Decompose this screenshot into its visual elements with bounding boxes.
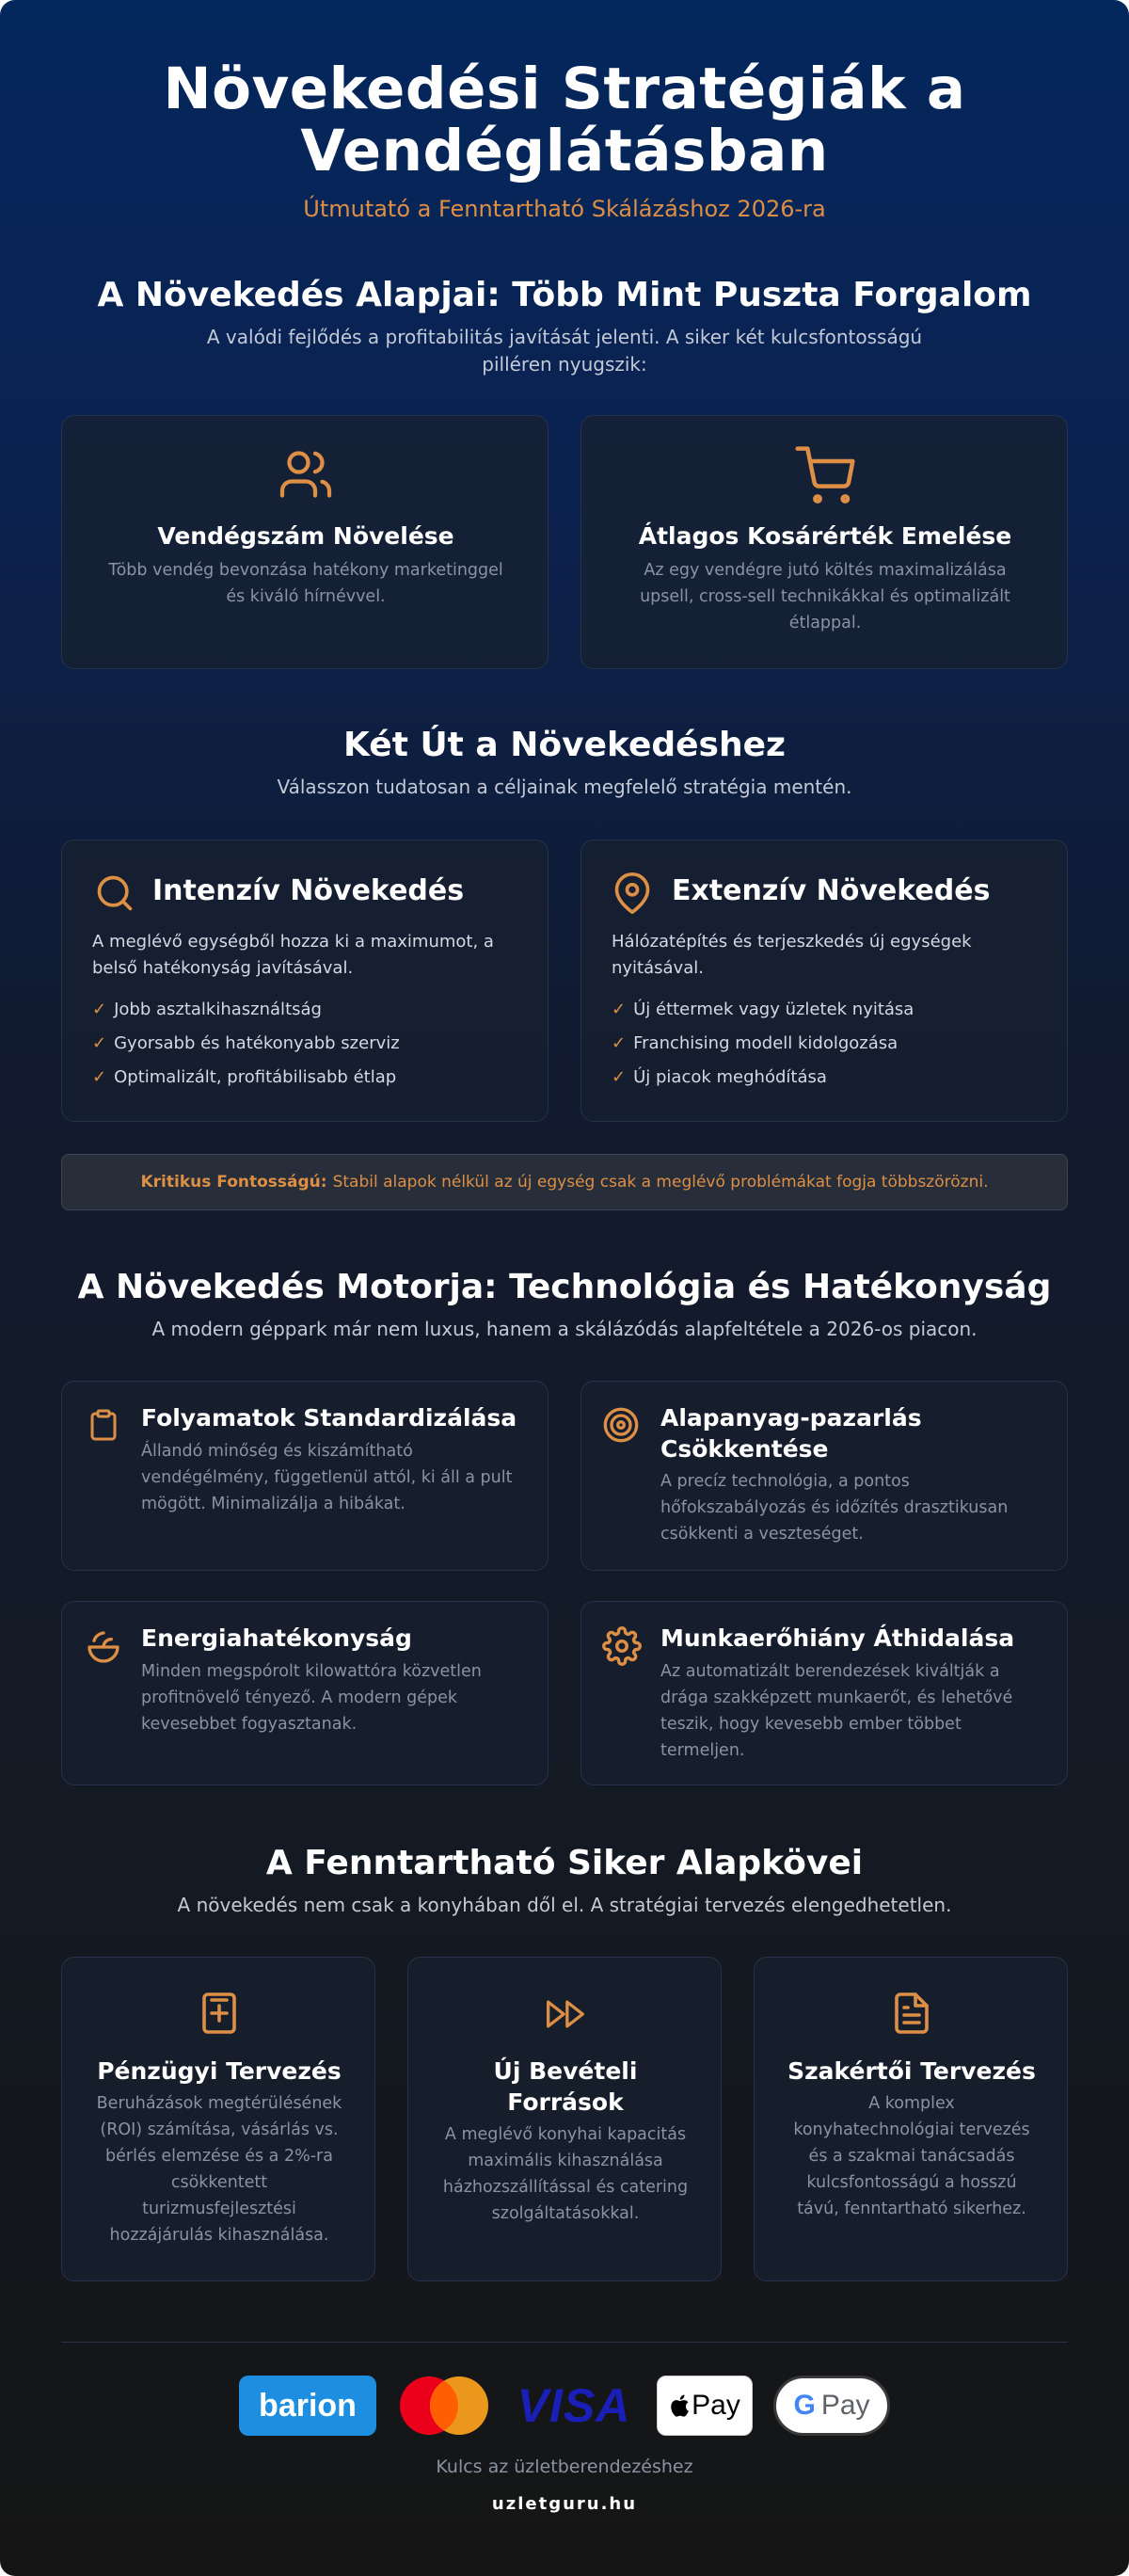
pillars-header xyxy=(61,1843,1068,1919)
pillar-card-revenue xyxy=(407,1957,722,2281)
list-item: ✓ Gyorsabb és hatékonyabb szerviz xyxy=(92,1033,400,1053)
map-pin-icon xyxy=(612,871,653,916)
tech-card-standardization xyxy=(61,1381,549,1571)
file-text-icon xyxy=(889,1988,934,2039)
check-icon: ✓ xyxy=(612,1000,627,1019)
check-icon: ✓ xyxy=(612,1033,627,1053)
page-title xyxy=(61,58,1068,183)
notice-label: Kritikus Fontosságú: xyxy=(140,1173,327,1192)
pillar-card-title: Új Bevételi Források xyxy=(493,2057,638,2116)
tech-card-energy xyxy=(61,1601,549,1785)
foundation-card-text: Több vendég bevonzása hatékony marketinggel és kiváló hírnévvel. xyxy=(108,561,503,606)
foundations-desc: A valódi fejlődés a profitabilitás javítását jelenti. A siker két kulcsfontosságú pilléren nyugszik: xyxy=(206,326,923,376)
foundation-card-title: Átlagos Kosárérték Emelése xyxy=(638,522,1012,550)
notice-text: Stabil alapok nélkül az új egység csak a meglévő problémákat fogja többszörözni. xyxy=(332,1173,989,1192)
list-item: ✓ Új piacok meghódítása xyxy=(612,1067,827,1087)
users-icon xyxy=(275,446,337,503)
footer-domain-link[interactable]: uzletguru.hu xyxy=(491,2494,638,2514)
target-icon xyxy=(602,1406,640,1444)
pillar-card-expert xyxy=(754,1957,1068,2281)
tech-card-title: Alapanyag-pazarlás Csökkentése xyxy=(660,1404,922,1463)
pillar-card-text: Beruházások megtérülésének (ROI) számítása, vásárlás vs. bérlés elemzése és a 2%-ra csökkentett turizmusfejlesztési hozzájárulás kihasználása. xyxy=(96,2094,342,2245)
tech-card-waste xyxy=(580,1381,1068,1571)
list-item: ✓ Jobb asztalkihasználtság xyxy=(92,1000,322,1019)
list-item: ✓ Optimalizált, profitábilisabb étlap xyxy=(92,1067,397,1087)
foundation-card-text: Az egy vendégre jutó költés maximalizálása upsell, cross-sell technikákkal és optimalizált étlappal. xyxy=(640,561,1010,632)
mastercard-logo xyxy=(393,2376,495,2436)
pillars-desc: A növekedés nem csak a konyhában dől el. A stratégiai tervezés elengedhetetlen. xyxy=(177,1894,952,1916)
gear-icon xyxy=(602,1626,642,1666)
footer-divider xyxy=(61,2342,1068,2343)
page-title-line-2: Vendéglátásban xyxy=(300,118,829,184)
google-g-icon: G xyxy=(793,2390,816,2421)
critical-notice xyxy=(61,1154,1068,1210)
mastercard-icon xyxy=(395,2376,493,2436)
engine-header xyxy=(61,1267,1068,1343)
paths-header xyxy=(61,725,1068,801)
engine-title: A Növekedés Motorja: Technológia és Hatékonyság xyxy=(77,1268,1052,1306)
fast-forward-icon xyxy=(541,1993,590,2035)
google-pay-logo: G Pay xyxy=(773,2376,890,2436)
tech-card-title: Munkaerőhiány Áthidalása xyxy=(660,1624,1015,1652)
pillar-card-title: Pénzügyi Tervezés xyxy=(97,2057,342,2085)
path-card-title: Intenzív Növekedés xyxy=(152,874,465,907)
page-subtitle: Útmutató a Fenntartható Skálázáshoz 2026-ra xyxy=(303,196,826,222)
payment-methods xyxy=(0,2376,1129,2440)
pillar-card-text: A komplex konyhatechnológiai tervezés és a szakmai tanácsadás kulcsfontosságú a hosszú távú, fenntartható sikerhez. xyxy=(793,2094,1030,2218)
search-icon xyxy=(94,872,135,914)
path-check-list xyxy=(612,993,914,1095)
foundations-title: A Növekedés Alapjai: Több Mint Puszta Forgalom xyxy=(97,276,1032,314)
check-icon: ✓ xyxy=(92,1033,107,1053)
paths-desc: Válasszon tudatosan a céljainak megfelelő stratégia mentén. xyxy=(277,776,852,798)
pillar-card-text: A meglévő konyhai kapacitás maximális kihasználása házhozszállítással és catering szolgáltatásokkal. xyxy=(442,2125,689,2223)
file-plus-icon xyxy=(197,1988,242,2039)
pillars-title: A Fenntartható Siker Alapkövei xyxy=(265,1844,864,1882)
tech-card-text: Minden megspórolt kilowattóra közvetlen profitnövelő tényező. A modern gépek kevesebbet fogyasztanak. xyxy=(141,1662,482,1734)
tech-card-text: Állandó minőség és kiszámítható vendégélmény, függetlenül attól, ki áll a pult mögött. Minimalizálja a hibákat. xyxy=(141,1442,513,1513)
tech-card-labor xyxy=(580,1601,1068,1785)
path-card-intensive xyxy=(61,840,549,1122)
pillar-card-finance xyxy=(61,1957,375,2281)
tech-card-title: Energiahatékonyság xyxy=(141,1624,412,1652)
footer-label: Kulcs az üzletberendezéshez xyxy=(436,2456,693,2477)
path-card-desc: Hálózatépítés és terjeszkedés új egységek nyitásával. xyxy=(612,932,972,978)
paths-title: Két Út a Növekedéshez xyxy=(343,726,786,764)
barion-logo: barion xyxy=(239,2376,376,2436)
path-card-extensive xyxy=(580,840,1068,1122)
visa-logo: VISA xyxy=(517,2379,631,2432)
foundation-card-title: Vendégszám Növelése xyxy=(157,522,454,550)
apple-pay-logo: Pay xyxy=(657,2376,753,2436)
path-card-desc: A meglévő egységből hozza ki a maximumot, a belső hatékonyság javításával. xyxy=(92,932,494,978)
cart-icon xyxy=(794,446,856,506)
check-icon: ✓ xyxy=(92,1067,107,1087)
clipboard-icon xyxy=(87,1406,120,1444)
check-icon: ✓ xyxy=(612,1067,627,1087)
energy-icon xyxy=(85,1628,122,1666)
engine-desc: A modern géppark már nem luxus, hanem a skálázódás alapfeltétele a 2026-os piacon. xyxy=(151,1318,978,1340)
list-item: ✓ Új éttermek vagy üzletek nyitása xyxy=(612,1000,914,1019)
header xyxy=(61,58,1068,222)
check-icon: ✓ xyxy=(92,1000,107,1019)
tech-card-text: Az automatizált berendezések kiváltják a drága szakképzett munkaerőt, és lehetővé teszik, hogy kevesebb ember többet termeljen. xyxy=(660,1662,1013,1760)
foundation-card-basket xyxy=(580,415,1068,669)
pillar-card-title: Szakértői Tervezés xyxy=(787,2057,1036,2085)
page-title-line-1: Növekedési Stratégiák a xyxy=(163,56,966,122)
tech-card-title: Folyamatok Standardizálása xyxy=(141,1404,517,1432)
path-card-title: Extenzív Növekedés xyxy=(672,874,991,907)
foundation-card-guests xyxy=(61,415,549,669)
path-check-list xyxy=(92,993,400,1095)
tech-card-text: A precíz technológia, a pontos hőfokszabályozás és időzítés drasztikusan csökkenti a veszteséget. xyxy=(660,1472,1009,1544)
list-item: ✓ Franchising modell kidolgozása xyxy=(612,1033,898,1053)
apple-icon xyxy=(669,2392,690,2419)
foundations-header xyxy=(61,275,1068,378)
